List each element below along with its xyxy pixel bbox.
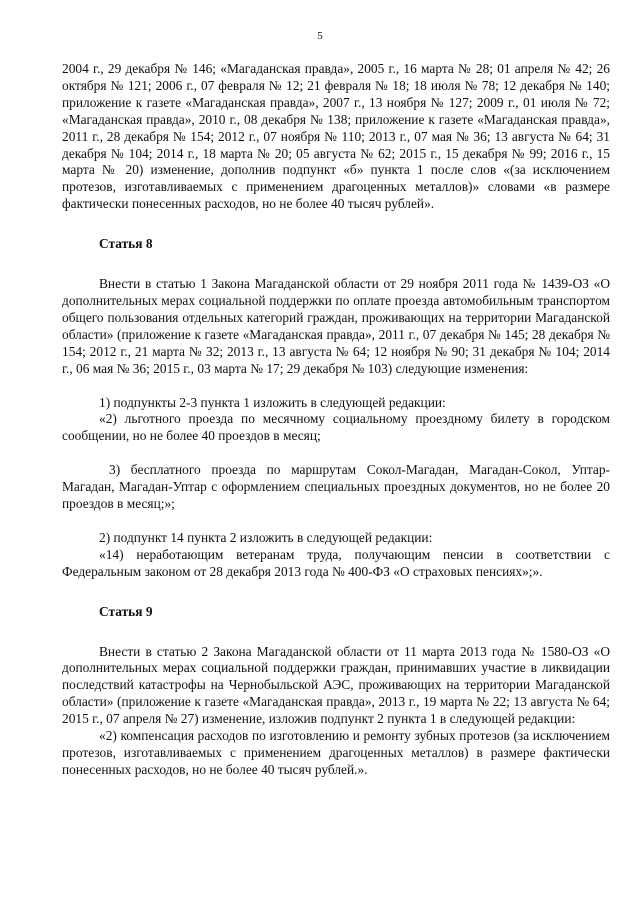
- article-8-item-1: 1) подпункты 2-3 пункта 1 изложить в следующей редакции:: [99, 394, 446, 410]
- page-number: 5: [317, 30, 323, 42]
- article-8-heading: Статья 8: [99, 236, 153, 252]
- intro-paragraph: 2004 г., 29 декабря № 146; «Магаданская правда», 2005 г., 16 марта № 28; 01 апреля № 42; 26 октября № 121; 2006 г., 07 февраля № 12; 21 февраля № 18; 18 июля № 78; 12 декабря № 140; приложение к газете «Магаданская правда», 2007 г., 13 ноября № 127; 2009 г., 01 июля № 72; «Магаданская правда», 2010 г., 08 декабря № 138; приложение к газете «Магаданская правда», 2011 г., 28 декабря № 154; 2012 г., 07 ноября № 110; 2013 г., 07 мая № 36; 13 августа № 64; 31 декабря № 104; 2014 г., 18 марта № 20; 05 августа № 62; 2015 г., 15 декабря № 99; 2016 г., 15 марта № 20) изменение, дополнив подпункт «б» пункта 1 после слов «(за исключением протезов, изготавливаемых с применением драгоценных металлов)» словами «в размере фактически понесенных расходов, но не более 40 тысяч рублей».: [62, 61, 610, 212]
- article-8-item-1-sub-2: «2) льготного проезда по месячному социальному проездному билету в городском сообщении, но не более 40 проездов в месяц;: [62, 411, 610, 444]
- article-9-heading: Статья 9: [99, 603, 153, 619]
- article-8-intro: Внести в статью 1 Закона Магаданской области от 29 ноября 2011 года № 1439-ОЗ «О дополнительных мерах социальной поддержки по оплате проезда автомобильным транспортом общего пользования отдельных категорий граждан, проживающих на территории Магаданской области» (приложение к газете «Магаданская правда», 2011 г., 07 декабря № 145; 28 декабря № 154; 2012 г., 21 марта № 32; 2013 г., 13 августа № 64; 12 ноября № 90; 31 декабря № 104; 2014 г., 06 мая № 36; 2015 г., 03 марта № 17; 29 декабря № 103) следующие изменения:: [62, 276, 610, 376]
- article-9-intro: Внести в статью 2 Закона Магаданской области от 11 марта 2013 года № 1580-ОЗ «О дополнительных мерах социальной поддержки граждан, принимавших участие в ликвидации последствий катастрофы на Чернобыльской АЭС, проживающих на территории Магаданской области» (приложение к газете «Магаданская правда», 2013 г., 19 марта № 22; 13 августа № 64; 2015 г., 07 апреля № 27) изменение, изложив подпункт 2 пункта 1 в следующей редакции:: [62, 643, 610, 727]
- article-8-item-1-sub-3: 3) бесплатного проезда по маршрутам Сокол-Магадан, Магадан-Сокол, Уптар-Магадан, Магадан-Уптар с оформлением специальных проездных документов, но не более 20 проездов в месяц;»;: [62, 462, 610, 512]
- article-8-item-2-sub-14: «14) неработающим ветеранам труда, получающим пенсии в соответствии с Федеральным законом от 28 декабря 2013 года № 400-ФЗ «О страховых пенсиях»;».: [62, 546, 610, 579]
- document-body: [62, 61, 610, 779]
- article-9-sub-2: «2) компенсация расходов по изготовлению и ремонту зубных протезов (за исключением протезов, изготавливаемых с применением драгоценных металлов) в размере фактически понесенных расходов, но не более 40 тысяч рублей.».: [62, 728, 610, 777]
- article-8-item-2: 2) подпункт 14 пункта 2 изложить в следующей редакции:: [99, 529, 433, 545]
